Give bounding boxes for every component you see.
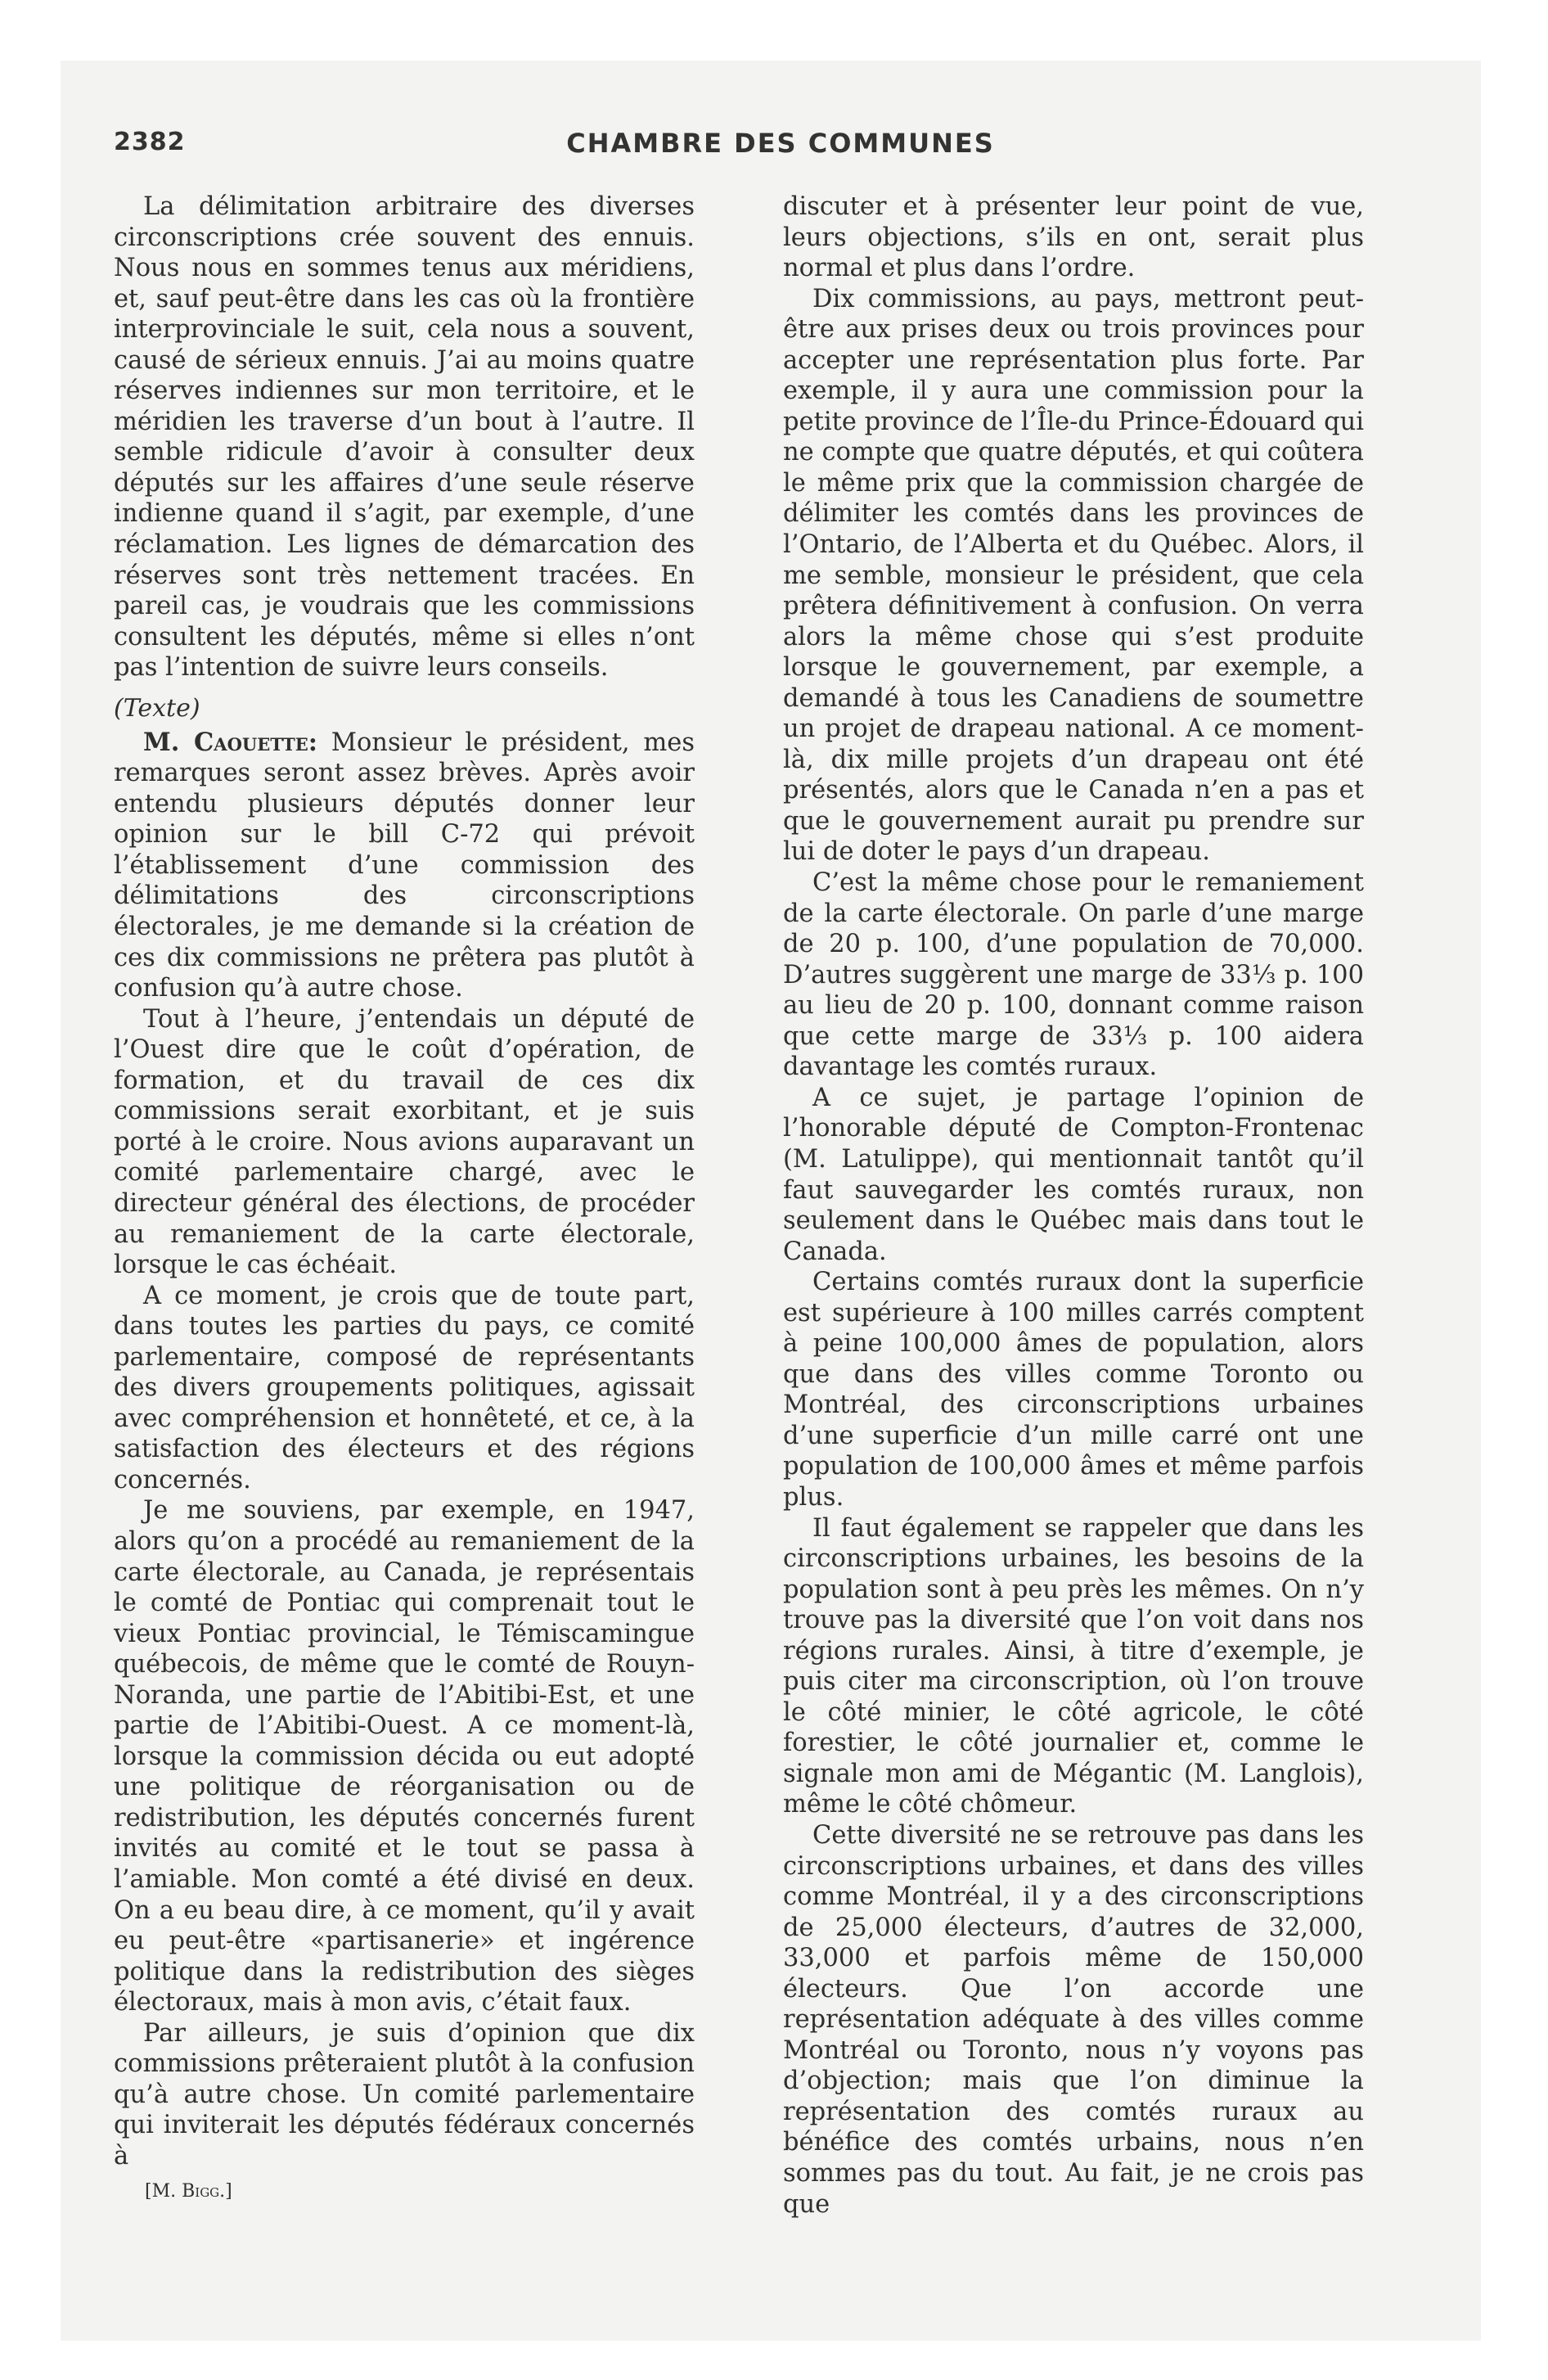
paragraph: Certains comtés ruraux dont la superficie est supérieure à 100 milles carrés comptent à peine 100,000 âmes de population, alors que dans des villes comme Toronto ou Montréal, des circonscriptions urbaines d’une superficie d’un mille carré ont une population de 100,000 âmes et même parfois plus. bbox=[783, 1268, 1364, 1512]
paragraph: La délimitation arbitraire des diverses circonscriptions crée souvent des ennuis. Nous nous en sommes tenus aux méridiens, et, sauf peut-être dans les cas où la frontière interprovinciale le suit, cela nous a souvent, causé de sérieux ennuis. J’ai au moins quatre réserves indiennes sur mon territoire, et le méridien les traverse d’un bout à l’autre. Il semble ridicule d’avoir à consulter deux députés sur les affaires d’une seule réserve indienne quand il s’agit, par exemple, d’une réclamation. Les lignes de démarcation des réserves sont très nettement tracées. En pareil cas, je voudrais que les commissions consultent les députés, même si elles n’ont pas l’intention de suivre leurs conseils. bbox=[114, 192, 695, 683]
page-header bbox=[114, 123, 1447, 172]
running-head: CHAMBRE DES COMMUNES bbox=[566, 128, 995, 159]
paragraph: Je me souviens, par exemple, en 1947, alors qu’on a procédé au remaniement de la carte électorale, au Canada, je représentais le comté de Pontiac qui comprenait tout le vieux Pontiac provincial, le Témiscamingue québecois, de même que le comté de Rouyn-Noranda, une partie de l’Abitibi-Est, et une partie de l’Abitibi-Ouest. A ce moment-là, lorsque la commission décida ou eut adopté une politique de réorganisation ou de redistribution, les députés concernés furent invités au comité et le tout se passa à l’amiable. Mon comté a été divisé en deux. On a eu beau dire, à ce moment, qu’il y avait eu peut-être «partisanerie» et ingérence politique dans la redistribution des sièges électoraux, mais à mon avis, c’était faux. bbox=[114, 1496, 695, 2017]
page-number: 2382 bbox=[114, 128, 186, 156]
speaker-footnote: [M. Bigg.] bbox=[145, 2181, 232, 2202]
paragraph: Tout à l’heure, j’entendais un député de l’Ouest dire que le coût d’opération, de formation, et du travail de ces dix commissions serait exorbitant, et je suis porté à le croire. Nous avions auparavant un comité parlementaire chargé, avec le directeur général des élections, de procéder au remaniement de la carte électorale, lorsque le cas échéait. bbox=[114, 1004, 695, 1280]
paragraph: Il faut également se rappeler que dans les circonscriptions urbaines, les besoins de la population sont à peu près les mêmes. On n’y trouve pas la diversité que l’on voit dans nos régions rurales. Ainsi, à titre d’exemple, je puis citer ma circonscription, où l’on trouve le côté minier, le côté agricole, le côté forestier, le côté journalier et, comme le signale mon ami de Mégantic (M. Langlois), même le côté chômeur. bbox=[783, 1513, 1364, 1819]
right-column bbox=[783, 192, 1364, 2220]
speech-paragraph bbox=[114, 728, 695, 1004]
left-column bbox=[114, 192, 695, 2204]
paragraph: A ce moment, je crois que de toute part, dans toutes les parties du pays, ce comité parlementaire, composé de représentants des divers groupements politiques, agissait avec compréhension et honnêteté, et ce, à la satisfaction des électeurs et des régions concernés. bbox=[114, 1281, 695, 1494]
speech-text: Monsieur le président, mes remarques seront assez brèves. Après avoir entendu plusieurs députés donner leur opinion sur le bill C-72 qui prévoit l’établissement d’une commission des délimitations des circonscriptions électorales, je me demande si la création de ces dix commissions ne prêtera pas plutôt à confusion qu’à autre chose. bbox=[114, 728, 695, 1003]
paragraph: C’est la même chose pour le remaniement de la carte électorale. On parle d’une marge de 20 p. 100, d’une population de 70,000. D’autres suggèrent une marge de 33⅓ p. 100 au lieu de 20 p. 100, donnant comme raison que cette marge de 33⅓ p. 100 aidera davantage les comtés ruraux. bbox=[783, 868, 1364, 1082]
speaker-name: M. Caouette: bbox=[143, 727, 317, 757]
paragraph: discuter et à présenter leur point de vue, leurs objections, s’ils en ont, serait plus normal et plus dans l’ordre. bbox=[783, 192, 1364, 283]
paragraph: Dix commissions, au pays, mettront peut-être aux prises deux ou trois provinces pour accepter une représentation plus forte. Par exemple, il y aura une commission pour la petite province de l’Île-du Prince-Édouard qui ne compte que quatre députés, et qui coûtera le même prix que la commission chargée de délimiter les comtés dans les provinces de l’Ontario, de l’Alberta et du Québec. Alors, il me semble, monsieur le président, que cela prêtera définitivement à confusion. On verra alors la même chose qui s’est produite lorsque le gouvernement, par exemple, a demandé à tous les Canadiens de soumettre un projet de drapeau national. A ce moment-là, dix mille projets d’un drapeau ont été présentés, alors que le Canada n’en a pas et que le gouvernement aurait pu prendre sur lui de doter le pays d’un drapeau. bbox=[783, 284, 1364, 867]
paragraph: A ce sujet, je partage l’opinion de l’honorable député de Compton-Frontenac (M. Latulippe), qui mentionnait tantôt qu’il faut sauvegarder les comtés ruraux, non seulement dans le Québec mais dans tout le Canada. bbox=[783, 1083, 1364, 1266]
paragraph: Par ailleurs, je suis d’opinion que dix commissions prêteraient plutôt à la confusion qu’à autre chose. Un comité parlementaire qui inviterait les députés fédéraux concernés à bbox=[114, 2018, 695, 2170]
paragraph: Cette diversité ne se retrouve pas dans les circonscriptions urbaines, et dans des villes comme Montréal, il y a des circonscriptions de 25,000 électeurs, d’autres de 32,000, 33,000 et parfois même de 150,000 électeurs. Que l’on accorde une représentation adéquate à des villes comme Montréal ou Toronto, nous n’y voyons pas d’objection; mais que l’on diminue la représentation des comtés ruraux au bénéfice des comtés urbains, nous n’en sommes pas du tout. Au fait, je ne crois pas que bbox=[783, 1820, 1364, 2219]
section-tag: (Texte) bbox=[114, 693, 200, 723]
hansard-page bbox=[114, 123, 1447, 2219]
